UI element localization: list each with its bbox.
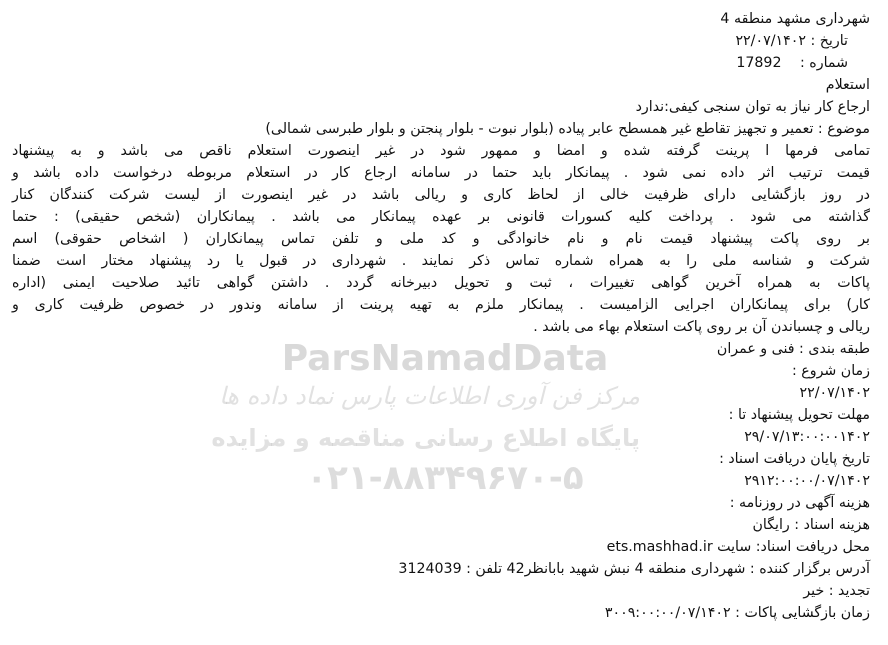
watermark-phone: ۰۲۱-۸۸۳۴۹۶۷۰-۵ bbox=[306, 458, 584, 498]
organization-name: شهرداری مشهد منطقه 4 bbox=[720, 11, 870, 27]
category: طبقه بندی : فنی و عمران bbox=[716, 341, 870, 357]
document-type: استعلام bbox=[825, 77, 870, 93]
body-line: تمامی فرمها ا پرینت گرفته شده و امضا و ممهور شود در غیر اینصورت استعلام ناقص می باشد و به پیشنهاد bbox=[12, 143, 870, 159]
deadline-label: مهلت تحویل پیشنهاد تا : bbox=[728, 407, 870, 423]
ad-cost-label: هزینه آگهی در روزنامه : bbox=[729, 495, 870, 511]
start-label: زمان شروع : bbox=[791, 363, 870, 379]
subject-line: موضوع : تعمیر و تجهیز تقاطع غیر همسطح عابر پیاده (بلوار نبوت - بلوار پنجتن و بلوار طبرسی شمالی) bbox=[265, 121, 870, 137]
watermark-line1: مرکز فن آوری اطلاعات پارس نماد داده ها bbox=[219, 382, 640, 410]
number-label: شماره : bbox=[800, 55, 848, 71]
body-line: بر روی پاکت پیشنهاد قیمت نام و نام خانوادگی و کد ملی و تلفن تماس پیمانکاران ( اشخاص حقوقی) اسم bbox=[12, 231, 870, 247]
number-value: 17892 bbox=[736, 55, 782, 71]
body-line: در روز بازگشایی دارای ظرفیت خالی از لحاظ کاری و ریالی باشد در غیر اینصورت از لیست شرکت کنندگان کنار bbox=[12, 187, 870, 203]
docs-end-label: تاریخ پایان دریافت اسناد : bbox=[719, 451, 870, 467]
body-line: قیمت ترتیب اثر داده نمی شود . پیمانکار باید حتما در سامانه ارجاع کار در استعلام مربوطه درخواست داده باشد و bbox=[12, 165, 870, 181]
document-date: تاریخ : ۲۲/۰۷/۱۴۰۲ bbox=[735, 33, 848, 49]
body-line: ریالی و چسباندن آن بر روی پاکت استعلام بهاء می باشد . bbox=[533, 319, 870, 335]
deadline-value: ۲۹/۰۷/۱۳:۰۰:۰۰۱۴۰۲ bbox=[744, 429, 870, 445]
start-value: ۲۲/۰۷/۱۴۰۲ bbox=[799, 385, 870, 401]
body-line: شرکت و شناسه ملی را به همراه شماره تماس ذکر نمایند . شهرداری در قبول یا رد پیشنهاد مختار است ضمنا bbox=[12, 253, 870, 269]
body-line: کار) برای پیمانکاران اجرایی الزامیست . پیمانکار ملزم به تهیه پرینت از سامانه وندور در خصوص ظرفیت کاری و bbox=[12, 297, 870, 313]
qualification-line: ارجاع کار نیاز به توان سنجی کیفی:ندارد bbox=[635, 99, 870, 115]
doc-place: محل دریافت اسناد: سایت ets.mashhad.ir bbox=[606, 539, 870, 555]
renewal-status: تجدید : خیر bbox=[803, 583, 870, 599]
watermark-line2: پایگاه اطلاع رسانی مناقصه و مزایده bbox=[211, 424, 640, 452]
body-line: گذاشته می شود . پرداخت کلیه کسورات قانونی بر عهده پیمانکار می باشد . پیمانکاران (شخص حقیقی) : حتما bbox=[12, 209, 870, 225]
body-line: پاکات به همراه آخرین گواهی تغییرات ، ثبت و تحویل دبیرخانه گردد . داشتن گواهی تائید صلاحیت ایمنی (اداره bbox=[12, 275, 870, 291]
organizer-address: آدرس برگزار کننده : شهرداری منطقه 4 نبش شهید بابانظر42 تلفن : 3124039 bbox=[398, 561, 870, 577]
document-number bbox=[12, 52, 870, 74]
docs-end-value: ۲۹۱۲:۰۰:۰۰/۰۷/۱۴۰۲ bbox=[744, 473, 870, 489]
opening-time: زمان بازگشایی پاکات : ۳۰۰۹:۰۰:۰۰/۰۷/۱۴۰۲ bbox=[604, 605, 870, 621]
watermark-brand: ParsNamadData bbox=[281, 338, 609, 379]
doc-cost: هزینه اسناد : رایگان bbox=[752, 517, 870, 533]
